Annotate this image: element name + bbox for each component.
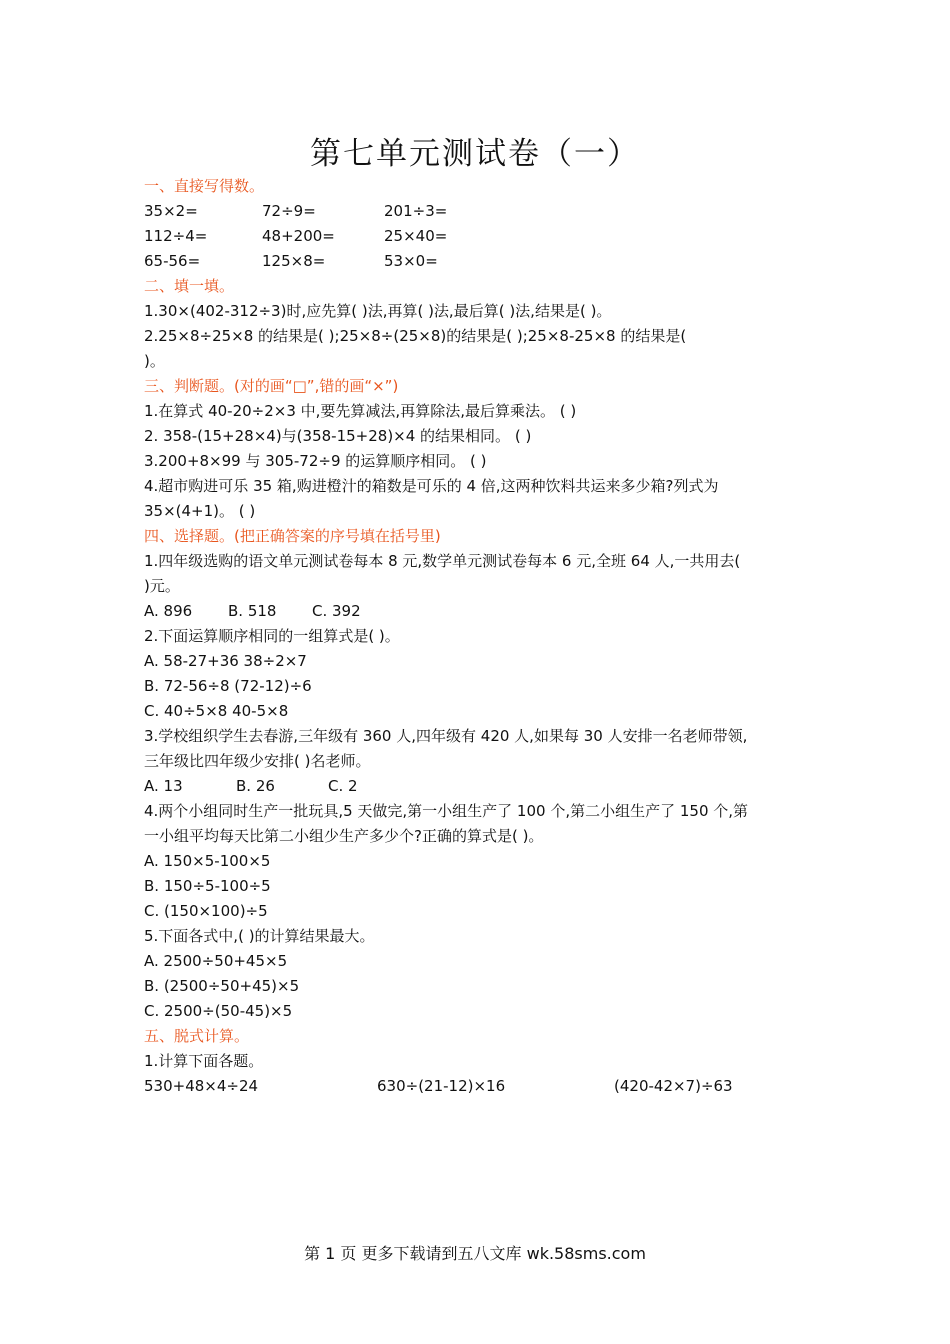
calc-item: 201÷3= [384,202,448,220]
exam-content [144,174,824,1099]
calc-item: 53×0= [384,252,438,270]
question-text: )。 [144,352,165,370]
section-heading: 五、脱式计算。 [144,1027,250,1045]
option: C. (150×100)÷5 [144,902,268,920]
question-text: 5.下面各式中,( )的计算结果最大。 [144,927,375,945]
question-text: 1.30×(402-312÷3)时,应先算( )法,再算( )法,最后算( )法,结果是( )。 [144,302,612,320]
calc-item: 48+200= [262,227,335,245]
question-text: 2.下面运算顺序相同的一组算式是( )。 [144,627,400,645]
option: B. 518 [228,602,277,620]
question-text: 2.25×8÷25×8 的结果是( );25×8÷(25×8)的结果是( );25×8-25×8 的结果是( [144,327,687,345]
option: C. 2500÷(50-45)×5 [144,1002,293,1020]
question-text: 4.超市购进可乐 35 箱,购进橙汁的箱数是可乐的 4 倍,这两种饮料共运来多少箱?列式为 [144,477,719,495]
expression: 530+48×4÷24 [144,1077,259,1095]
option: A. 150×5-100×5 [144,852,271,870]
option: C. 40÷5×8 40-5×8 [144,702,289,720]
calc-item: 112÷4= [144,227,208,245]
question-text: 3.学校组织学生去春游,三年级有 360 人,四年级有 420 人,如果每 30 人安排一名老师带领, [144,727,748,745]
question-text: 35×(4+1)。 ( ) [144,502,256,520]
option: C. 392 [312,602,361,620]
option: C. 2 [328,777,358,795]
question-text: 2. 358-(15+28×4)与(358-15+28)×4 的结果相同。 ( ) [144,427,532,445]
calc-item: 65-56= [144,252,201,270]
option: B. 150÷5-100÷5 [144,877,271,895]
option: A. 58-27+36 38÷2×7 [144,652,307,670]
expression: (420-42×7)÷63 [614,1077,733,1095]
calc-row [144,199,824,224]
option: B. 26 [236,777,275,795]
page-title: 第七单元测试卷（一） [310,136,640,172]
calc-row [144,249,824,274]
question-text: 一小组平均每天比第二小组少生产多少个?正确的算式是( )。 [144,827,544,845]
question-text: 1.四年级选购的语文单元测试卷每本 8 元,数学单元测试卷每本 6 元,全班 64 人,一共用去( [144,552,741,570]
section-heading: 三、判断题。(对的画“□”,错的画“×”) [144,377,399,395]
expr-row [144,1074,824,1099]
calc-item: 25×40= [384,227,448,245]
option: A. 13 [144,777,183,795]
option: A. 2500÷50+45×5 [144,952,288,970]
calc-item: 72÷9= [262,202,316,220]
option-row [144,774,824,799]
question-text: 4.两个小组同时生产一批玩具,5 天做完,第一小组生产了 100 个,第二小组生产了 150 个,第 [144,802,749,820]
option: B. 72-56÷8 (72-12)÷6 [144,677,312,695]
question-text: )元。 [144,577,180,595]
calc-item: 35×2= [144,202,198,220]
calc-row [144,224,824,249]
expression: 630÷(21-12)×16 [377,1077,506,1095]
question-text: 3.200+8×99 与 305-72÷9 的运算顺序相同。 ( ) [144,452,487,470]
section-heading: 一、直接写得数。 [144,177,265,195]
question-text: 三年级比四年级少安排( )名老师。 [144,752,371,770]
section-heading: 二、填一填。 [144,277,235,295]
question-text: 1.在算式 40-20÷2×3 中,要先算减法,再算除法,最后算乘法。 ( ) [144,402,577,420]
section-heading: 四、选择题。(把正确答案的序号填在括号里) [144,527,441,545]
option-row [144,599,824,624]
option: A. 896 [144,602,193,620]
option: B. (2500÷50+45)×5 [144,977,300,995]
calc-item: 125×8= [262,252,326,270]
question-text: 1.计算下面各题。 [144,1052,264,1070]
page-footer: 第 1 页 更多下载请到五八文库 wk.58sms.com [304,1244,646,1263]
